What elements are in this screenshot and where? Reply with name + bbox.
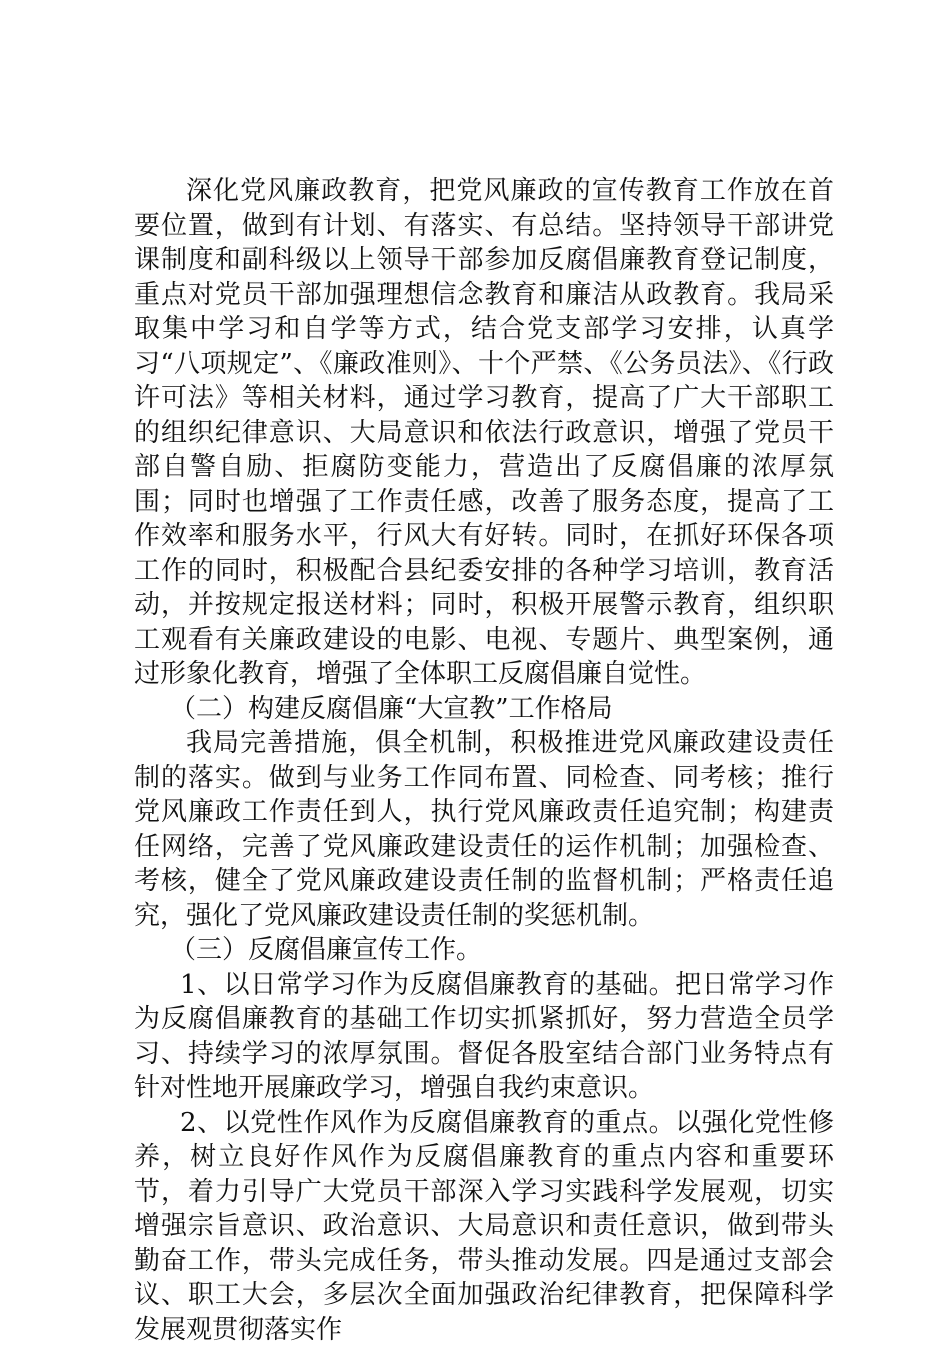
paragraph-responsibility-system: 我局完善措施，俱全机制，积极推进党风廉政建设责任制的落实。做到与业务工作同布置、同检查、同考核；推行党风廉政工作责任到人，执行党风廉政责任追究制；构建责任网络，完善了党风廉政建设责任的运作机制；加强检查、考核，健全了党风廉政建设责任制的监督机制；严格责任追究，强化了党风廉政建设责任制的奖惩机制。: [134, 726, 834, 933]
document-body: [134, 174, 834, 1347]
paragraph-item-1: 1、以日常学习作为反腐倡廉教育的基础。把日常学习作为反腐倡廉教育的基础工作切实抓紧抓好，努力营造全员学习、持续学习的浓厚氛围。督促各股室结合部门业务特点有针对性地开展廉政学习，增强自我约束意识。: [134, 968, 834, 1106]
section-heading-3: （三）反腐倡廉宣传工作。: [134, 933, 834, 968]
paragraph-party-education: 深化党风廉政教育，把党风廉政的宣传教育工作放在首要位置，做到有计划、有落实、有总结。坚持领导干部讲党课制度和副科级以上领导干部参加反腐倡廉教育登记制度，重点对党员干部加强理想信念教育和廉洁从政教育。我局采取集中学习和自学等方式，结合党支部学习安排，认真学习“八项规定”、《廉政准则》、十个严禁、《公务员法》、《行政许可法》等相关材料，通过学习教育，提高了广大干部职工的组织纪律意识、大局意识和依法行政意识，增强了党员干部自警自励、拒腐防变能力，营造出了反腐倡廉的浓厚氛围；同时也增强了工作责任感，改善了服务态度，提高了工作效率和服务水平，行风大有好转。同时，在抓好环保各项工作的同时，积极配合县纪委安排的各种学习培训，教育活动，并按规定报送材料；同时，积极开展警示教育，组织职工观看有关廉政建设的电影、电视、专题片、典型案例，通过形象化教育，增强了全体职工反腐倡廉自觉性。: [134, 174, 834, 692]
section-heading-2: （二）构建反腐倡廉“大宣教”工作格局: [134, 692, 834, 727]
paragraph-item-2: 2、以党性作风作为反腐倡廉教育的重点。以强化党性修养，树立良好作风作为反腐倡廉教育的重点内容和重要环节，着力引导广大党员干部深入学习实践科学发展观，切实增强宗旨意识、政治意识、大局意识和责任意识，做到带头勤奋工作，带头完成任务，带头推动发展。四是通过支部会议、职工大会，多层次全面加强政治纪律教育，把保障科学发展观贯彻落实作: [134, 1106, 834, 1347]
